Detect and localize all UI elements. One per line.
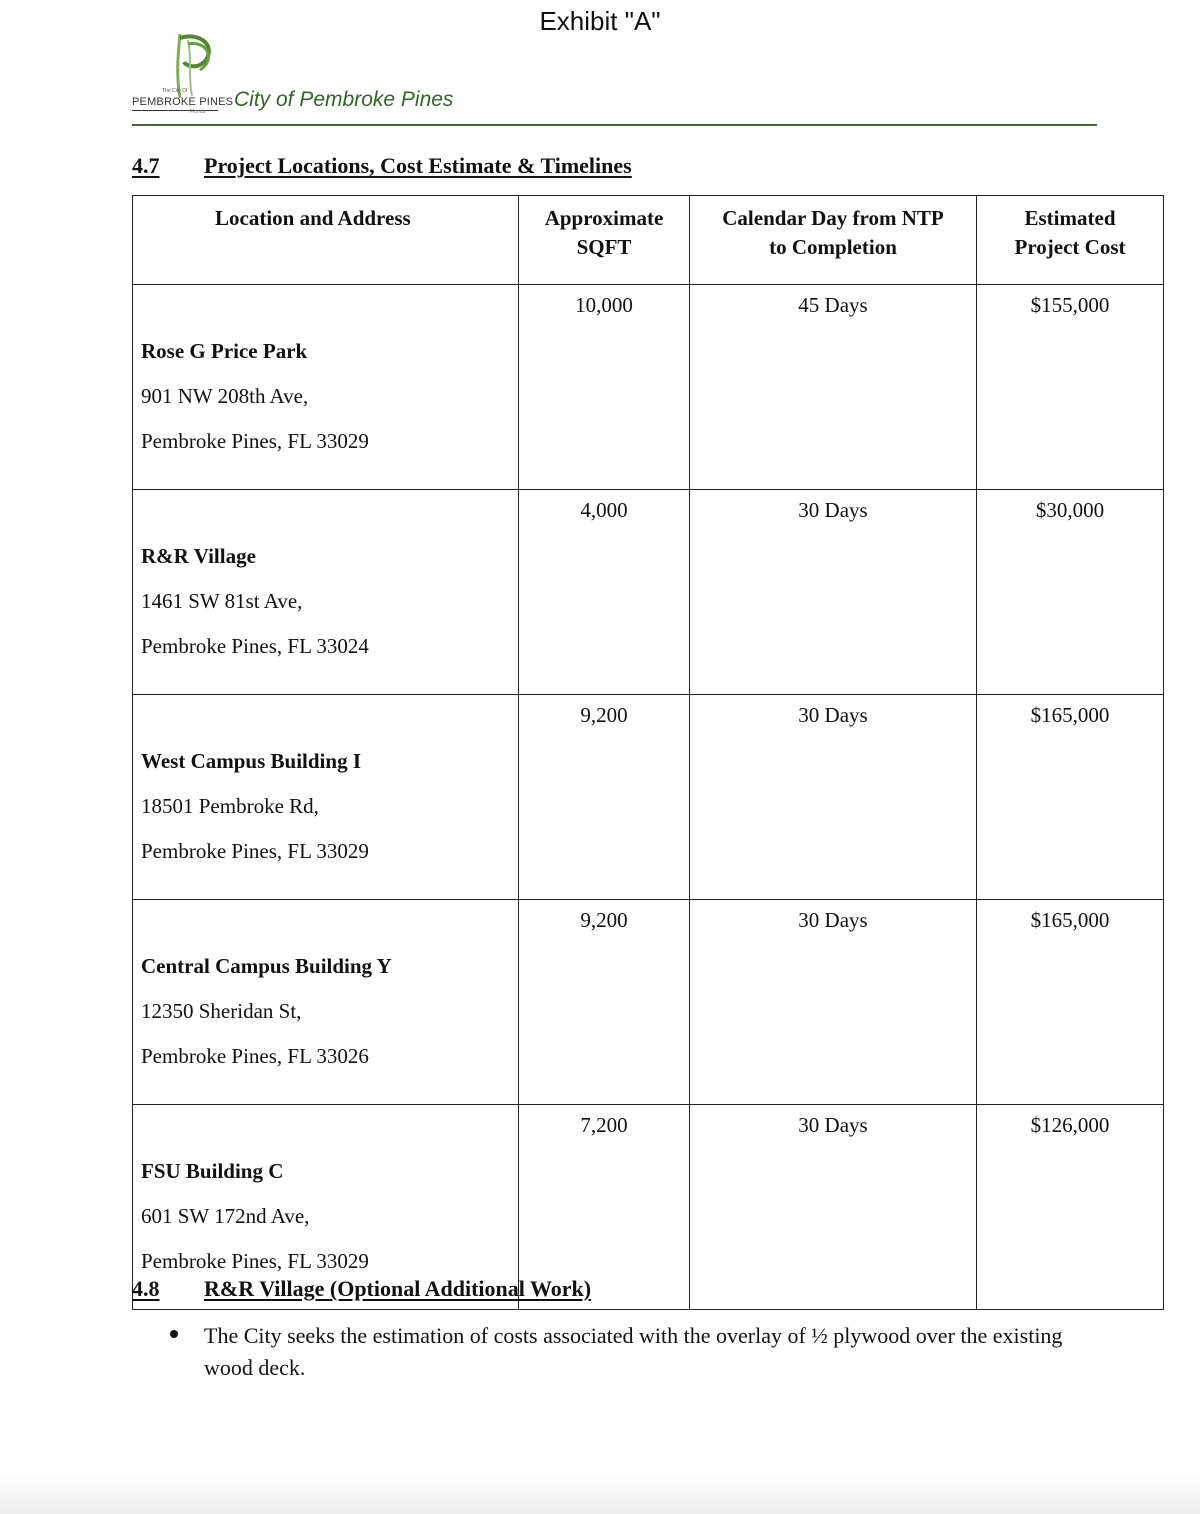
- header-cost: Estimated Project Cost: [977, 196, 1164, 285]
- location-address: 601 SW 172nd Ave,: [141, 1204, 310, 1228]
- location-city: Pembroke Pines, FL 33029: [141, 839, 369, 863]
- table-row: [133, 285, 1164, 490]
- sqft-cell: 7,200: [519, 1105, 690, 1310]
- days-cell: 30 Days: [690, 695, 977, 900]
- table-row: [133, 900, 1164, 1105]
- project-estimate-table: [132, 195, 1164, 1310]
- location-name: West Campus Building I: [141, 749, 361, 773]
- location-name: Rose G Price Park: [141, 339, 308, 363]
- cost-cell: $165,000: [977, 695, 1164, 900]
- location-name: R&R Village: [141, 544, 256, 568]
- location-address: 12350 Sheridan St,: [141, 999, 302, 1023]
- cost-cell: $30,000: [977, 490, 1164, 695]
- sqft-cell: 9,200: [519, 695, 690, 900]
- section-4-8-title: R&R Village (Optional Additional Work): [204, 1276, 592, 1301]
- logo-small-text-bottom: Florida: [190, 109, 206, 115]
- location-cell: [133, 490, 519, 695]
- location-cell: [133, 900, 519, 1105]
- section-4-8-number: 4.8: [132, 1276, 160, 1301]
- location-address: 18501 Pembroke Rd,: [141, 794, 319, 818]
- header-divider: [132, 124, 1097, 126]
- location-city: Pembroke Pines, FL 33029: [141, 1249, 369, 1273]
- sqft-cell: 9,200: [519, 900, 690, 1105]
- page-bottom-edge: [0, 1474, 1200, 1514]
- location-city: Pembroke Pines, FL 33026: [141, 1044, 369, 1068]
- location-address: 1461 SW 81st Ave,: [141, 589, 303, 613]
- logo-wordmark: PEMBROKE PINES: [132, 96, 234, 108]
- header-sqft: Approximate SQFT: [519, 196, 690, 285]
- logo-small-text-top: The City Of: [162, 88, 188, 94]
- sqft-cell: 10,000: [519, 285, 690, 490]
- section-4-7-number: 4.7: [132, 153, 160, 178]
- table-row: [133, 695, 1164, 900]
- sqft-cell: 4,000: [519, 490, 690, 695]
- section-4-7-title: Project Locations, Cost Estimate & Timelines: [204, 153, 632, 178]
- location-cell: [133, 285, 519, 490]
- bullet-icon: [170, 1330, 178, 1338]
- exhibit-title: Exhibit "A": [539, 6, 661, 36]
- cost-cell: $165,000: [977, 900, 1164, 1105]
- city-name: City of Pembroke Pines: [234, 88, 454, 111]
- table-header-row: [133, 196, 1164, 285]
- location-address: 901 NW 208th Ave,: [141, 384, 309, 408]
- location-name: Central Campus Building Y: [141, 954, 392, 978]
- days-cell: 30 Days: [690, 1105, 977, 1310]
- table-row: [133, 490, 1164, 695]
- location-city: Pembroke Pines, FL 33024: [141, 634, 369, 658]
- days-cell: 30 Days: [690, 900, 977, 1105]
- header-days: Calendar Day from NTP to Completion: [690, 196, 977, 285]
- location-cell: [133, 695, 519, 900]
- location-name: FSU Building C: [141, 1159, 284, 1183]
- days-cell: 45 Days: [690, 285, 977, 490]
- bullet-text: The City seeks the estimation of costs associated with the overlay of ½ plywood over the existing wood deck.: [204, 1323, 1063, 1380]
- header-location: Location and Address: [133, 196, 519, 285]
- cost-cell: $155,000: [977, 285, 1164, 490]
- days-cell: 30 Days: [690, 490, 977, 695]
- location-city: Pembroke Pines, FL 33029: [141, 429, 369, 453]
- cost-cell: $126,000: [977, 1105, 1164, 1310]
